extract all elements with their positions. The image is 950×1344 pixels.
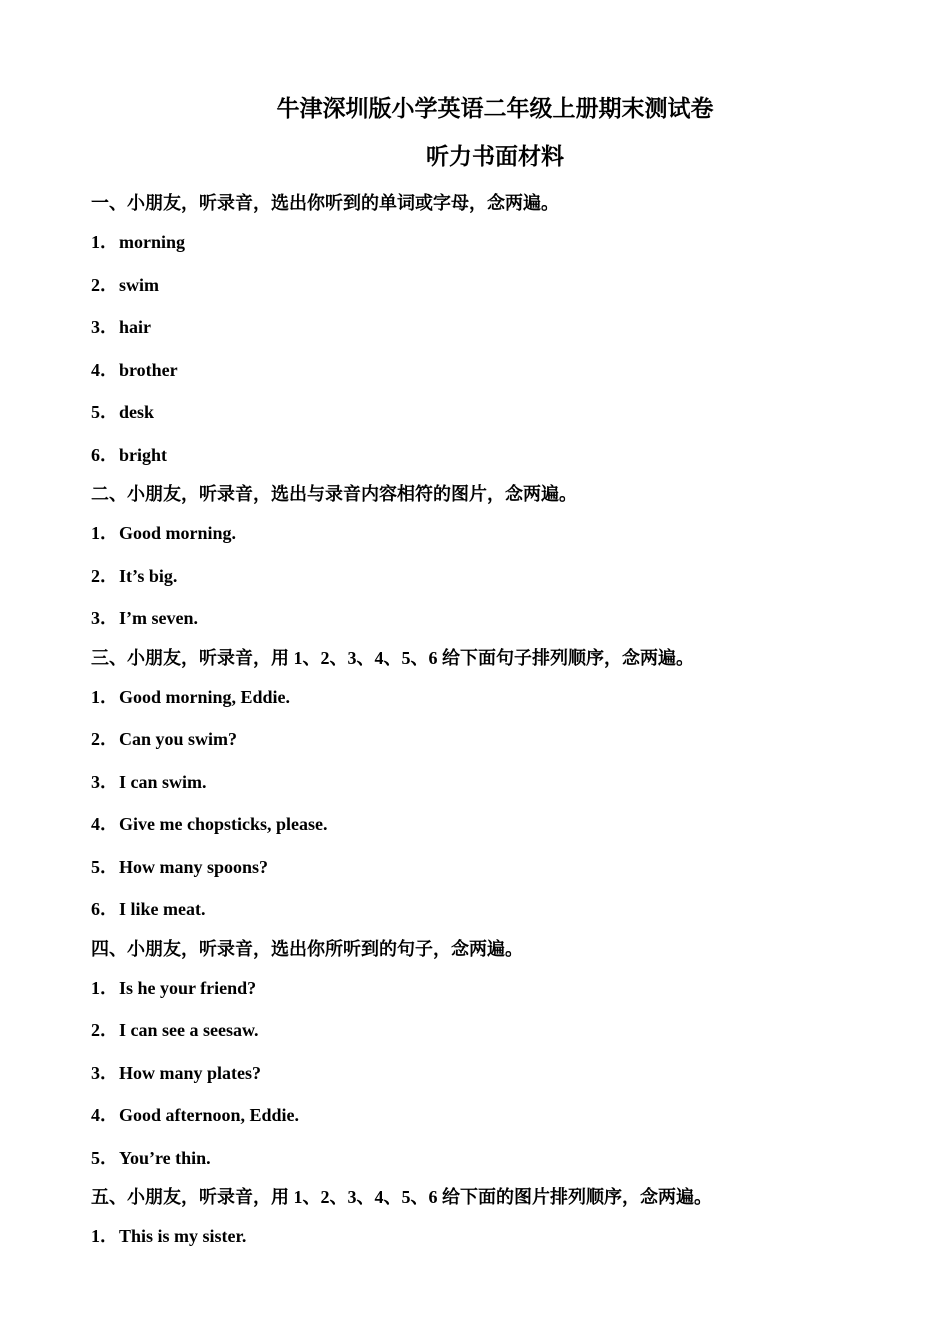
list-item <box>91 357 891 383</box>
list-item <box>91 1145 891 1171</box>
list-item <box>91 399 891 425</box>
item-text: Good afternoon, Eddie. <box>119 1105 300 1125</box>
section-1 <box>91 189 891 468</box>
item-number: 3． <box>91 771 118 792</box>
item-text: How many plates? <box>119 1062 262 1083</box>
item-number: 4． <box>91 814 118 834</box>
list-item <box>91 896 891 922</box>
item-text: Can you swim? <box>119 729 238 749</box>
list-item <box>91 563 891 589</box>
item-text: Good morning. <box>119 523 237 543</box>
item-text: Good morning, Eddie. <box>119 686 291 707</box>
list-item <box>91 272 891 298</box>
item-number: 1． <box>91 523 118 543</box>
item-number: 1． <box>91 686 118 707</box>
item-text: How many spoons? <box>119 856 269 877</box>
list-item <box>91 1017 891 1043</box>
item-text: brother <box>119 359 178 380</box>
list-item <box>91 1102 891 1128</box>
list-item <box>91 1060 891 1086</box>
item-text: desk <box>119 402 155 422</box>
list-item <box>91 854 891 880</box>
document-subtitle: 听力书面材料 <box>426 144 564 169</box>
section-5 <box>91 1183 891 1249</box>
item-number: 3． <box>91 608 118 628</box>
list-item <box>91 684 891 710</box>
list-item <box>91 975 891 1001</box>
document-title: 牛津深圳版小学英语二年级上册期末测试卷 <box>276 96 714 121</box>
list-item <box>91 442 891 468</box>
item-number: 5． <box>91 1147 118 1168</box>
list-item <box>91 229 891 255</box>
section-4 <box>91 935 891 1171</box>
item-number: 6． <box>91 899 118 919</box>
item-number: 2． <box>91 565 118 586</box>
item-number: 6． <box>91 444 118 465</box>
section-heading: 二、小朋友，听录音，选出与录音内容相符的图片，念两遍。 <box>91 484 577 504</box>
list-item <box>91 769 891 795</box>
item-text: bright <box>119 444 168 465</box>
section-heading: 五、小朋友，听录音，用 1、2、3、4、5、6 给下面的图片排列顺序，念两遍。 <box>91 1187 712 1207</box>
item-number: 5． <box>91 402 118 422</box>
item-number: 4． <box>91 359 118 380</box>
list-item <box>91 811 891 837</box>
list-item <box>91 520 891 546</box>
item-text: It’s big. <box>119 565 178 586</box>
item-text: Give me chopsticks, please. <box>119 814 328 834</box>
item-text: morning <box>119 232 186 252</box>
list-item <box>91 314 891 340</box>
section-heading: 一、小朋友，听录音，选出你听到的单词或字母，念两遍。 <box>91 193 559 213</box>
section-3 <box>91 644 891 923</box>
item-number: 3． <box>91 317 118 337</box>
section-heading: 四、小朋友，听录音，选出你所听到的句子，念两遍。 <box>91 938 523 959</box>
list-item <box>91 726 891 752</box>
item-text: This is my sister. <box>119 1226 247 1246</box>
section-heading: 三、小朋友，听录音，用 1、2、3、4、5、6 给下面句子排列顺序，念两遍。 <box>91 647 694 668</box>
list-item <box>91 605 891 631</box>
item-number: 5． <box>91 856 118 877</box>
item-number: 3． <box>91 1062 118 1083</box>
item-text: I’m seven. <box>119 608 198 628</box>
item-number: 2． <box>91 274 118 295</box>
item-text: swim <box>119 274 159 295</box>
item-text: hair <box>119 317 152 337</box>
item-text: I like meat. <box>119 899 206 919</box>
item-number: 2． <box>91 1020 118 1040</box>
item-text: Is he your friend? <box>119 977 257 998</box>
document-body <box>91 189 891 1266</box>
item-number: 1． <box>91 232 118 252</box>
item-text: I can see a seesaw. <box>119 1020 259 1040</box>
list-item <box>91 1223 891 1249</box>
item-number: 1． <box>91 1226 118 1246</box>
item-text: You’re thin. <box>119 1147 211 1168</box>
item-number: 2． <box>91 729 118 749</box>
item-text: I can swim. <box>119 771 207 792</box>
item-number: 4． <box>91 1105 118 1125</box>
section-2 <box>91 480 891 631</box>
item-number: 1． <box>91 977 118 998</box>
